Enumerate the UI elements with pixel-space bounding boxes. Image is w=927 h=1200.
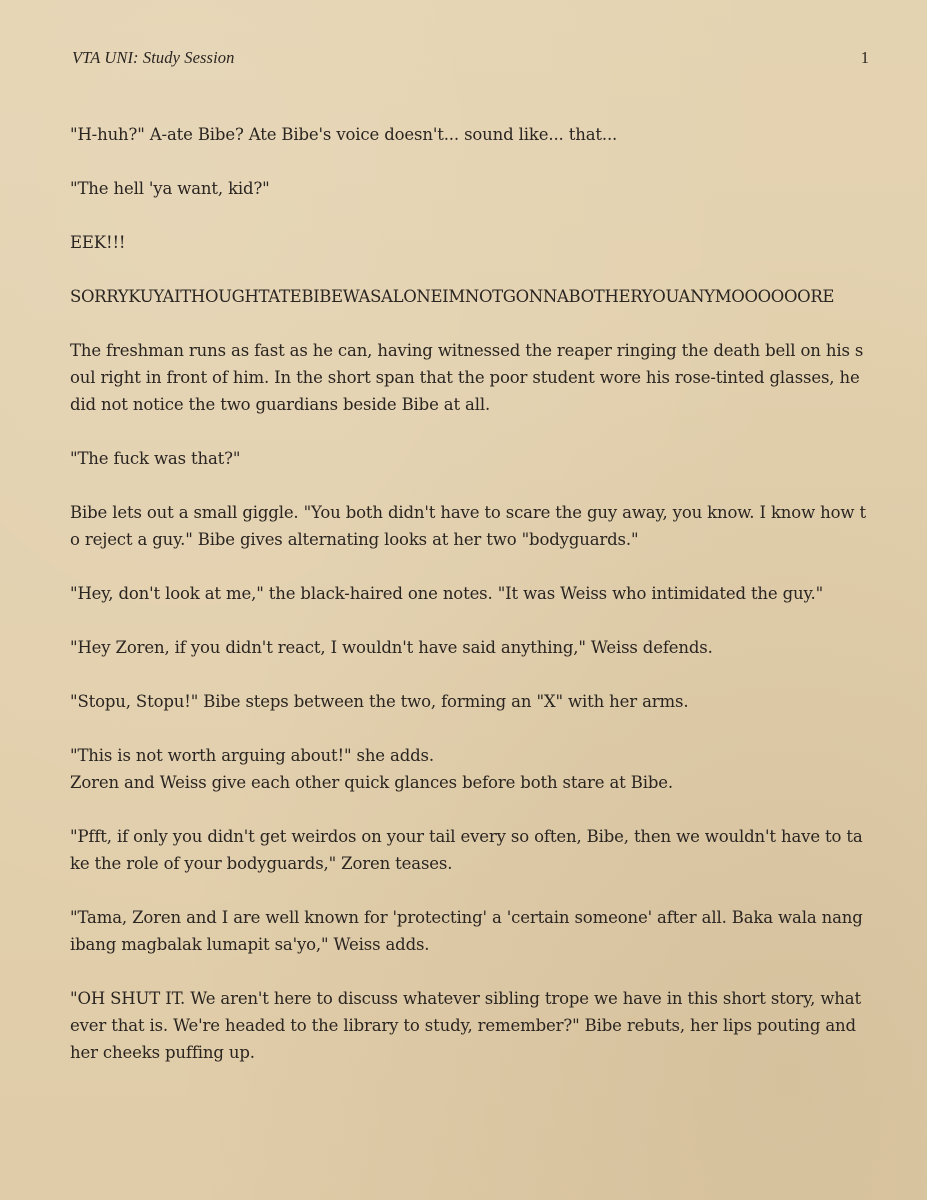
paragraph: Zoren and Weiss give each other quick glances before both stare at Bibe. <box>70 773 673 792</box>
document-title: VTA UNI: Study Session <box>72 48 235 67</box>
paragraph: "Hey, don't look at me," the black-haired one notes. "It was Weiss who intimidated the guy." <box>70 584 824 603</box>
page-header <box>72 48 869 72</box>
paragraph: "This is not worth arguing about!" she adds. <box>70 746 434 765</box>
paragraph: Bibe lets out a small giggle. "You both didn't have to scare the guy away, you know. I know how to reject a guy." Bibe gives alternating looks at her two "bodyguards." <box>70 503 866 549</box>
paragraph: SORRYKUYAITHOUGHTATEBIBEWASALONEIMNOTGONNABOTHERYOUANYMOOOOOORE <box>70 287 835 306</box>
paragraph: EEK!!! <box>70 233 126 252</box>
paragraph: "The hell 'ya want, kid?" <box>70 179 270 198</box>
page-number: 1 <box>860 48 869 67</box>
paragraph: "Tama, Zoren and I are well known for 'protecting' a 'certain someone' after all. Baka wala nang ibang magbalak lumapit sa'yo," Weiss adds. <box>70 908 863 954</box>
paragraph: "The fuck was that?" <box>70 449 241 468</box>
paragraph: "OH SHUT IT. We aren't here to discuss whatever sibling trope we have in this short story, whatever that is. We're headed to the library to study, remember?" Bibe rebuts, her lips pouting and her cheeks puffing up. <box>70 989 861 1062</box>
paragraph: "Stopu, Stopu!" Bibe steps between the two, forming an "X" with her arms. <box>70 692 689 711</box>
story-body <box>70 121 870 1093</box>
paragraph: "H-huh?" A-ate Bibe? Ate Bibe's voice doesn't... sound like... that... <box>70 125 618 144</box>
paragraph: "Pfft, if only you didn't get weirdos on your tail every so often, Bibe, then we wouldn't have to take the role of your bodyguards," Zoren teases. <box>70 827 863 873</box>
paragraph: "Hey Zoren, if you didn't react, I wouldn't have said anything," Weiss defends. <box>70 638 713 657</box>
paragraph: The freshman runs as fast as he can, having witnessed the reaper ringing the death bell on his soul right in front of him. In the short span that the poor student wore his rose-tinted glasses, he did not notice the two guardians beside Bibe at all. <box>70 341 864 414</box>
